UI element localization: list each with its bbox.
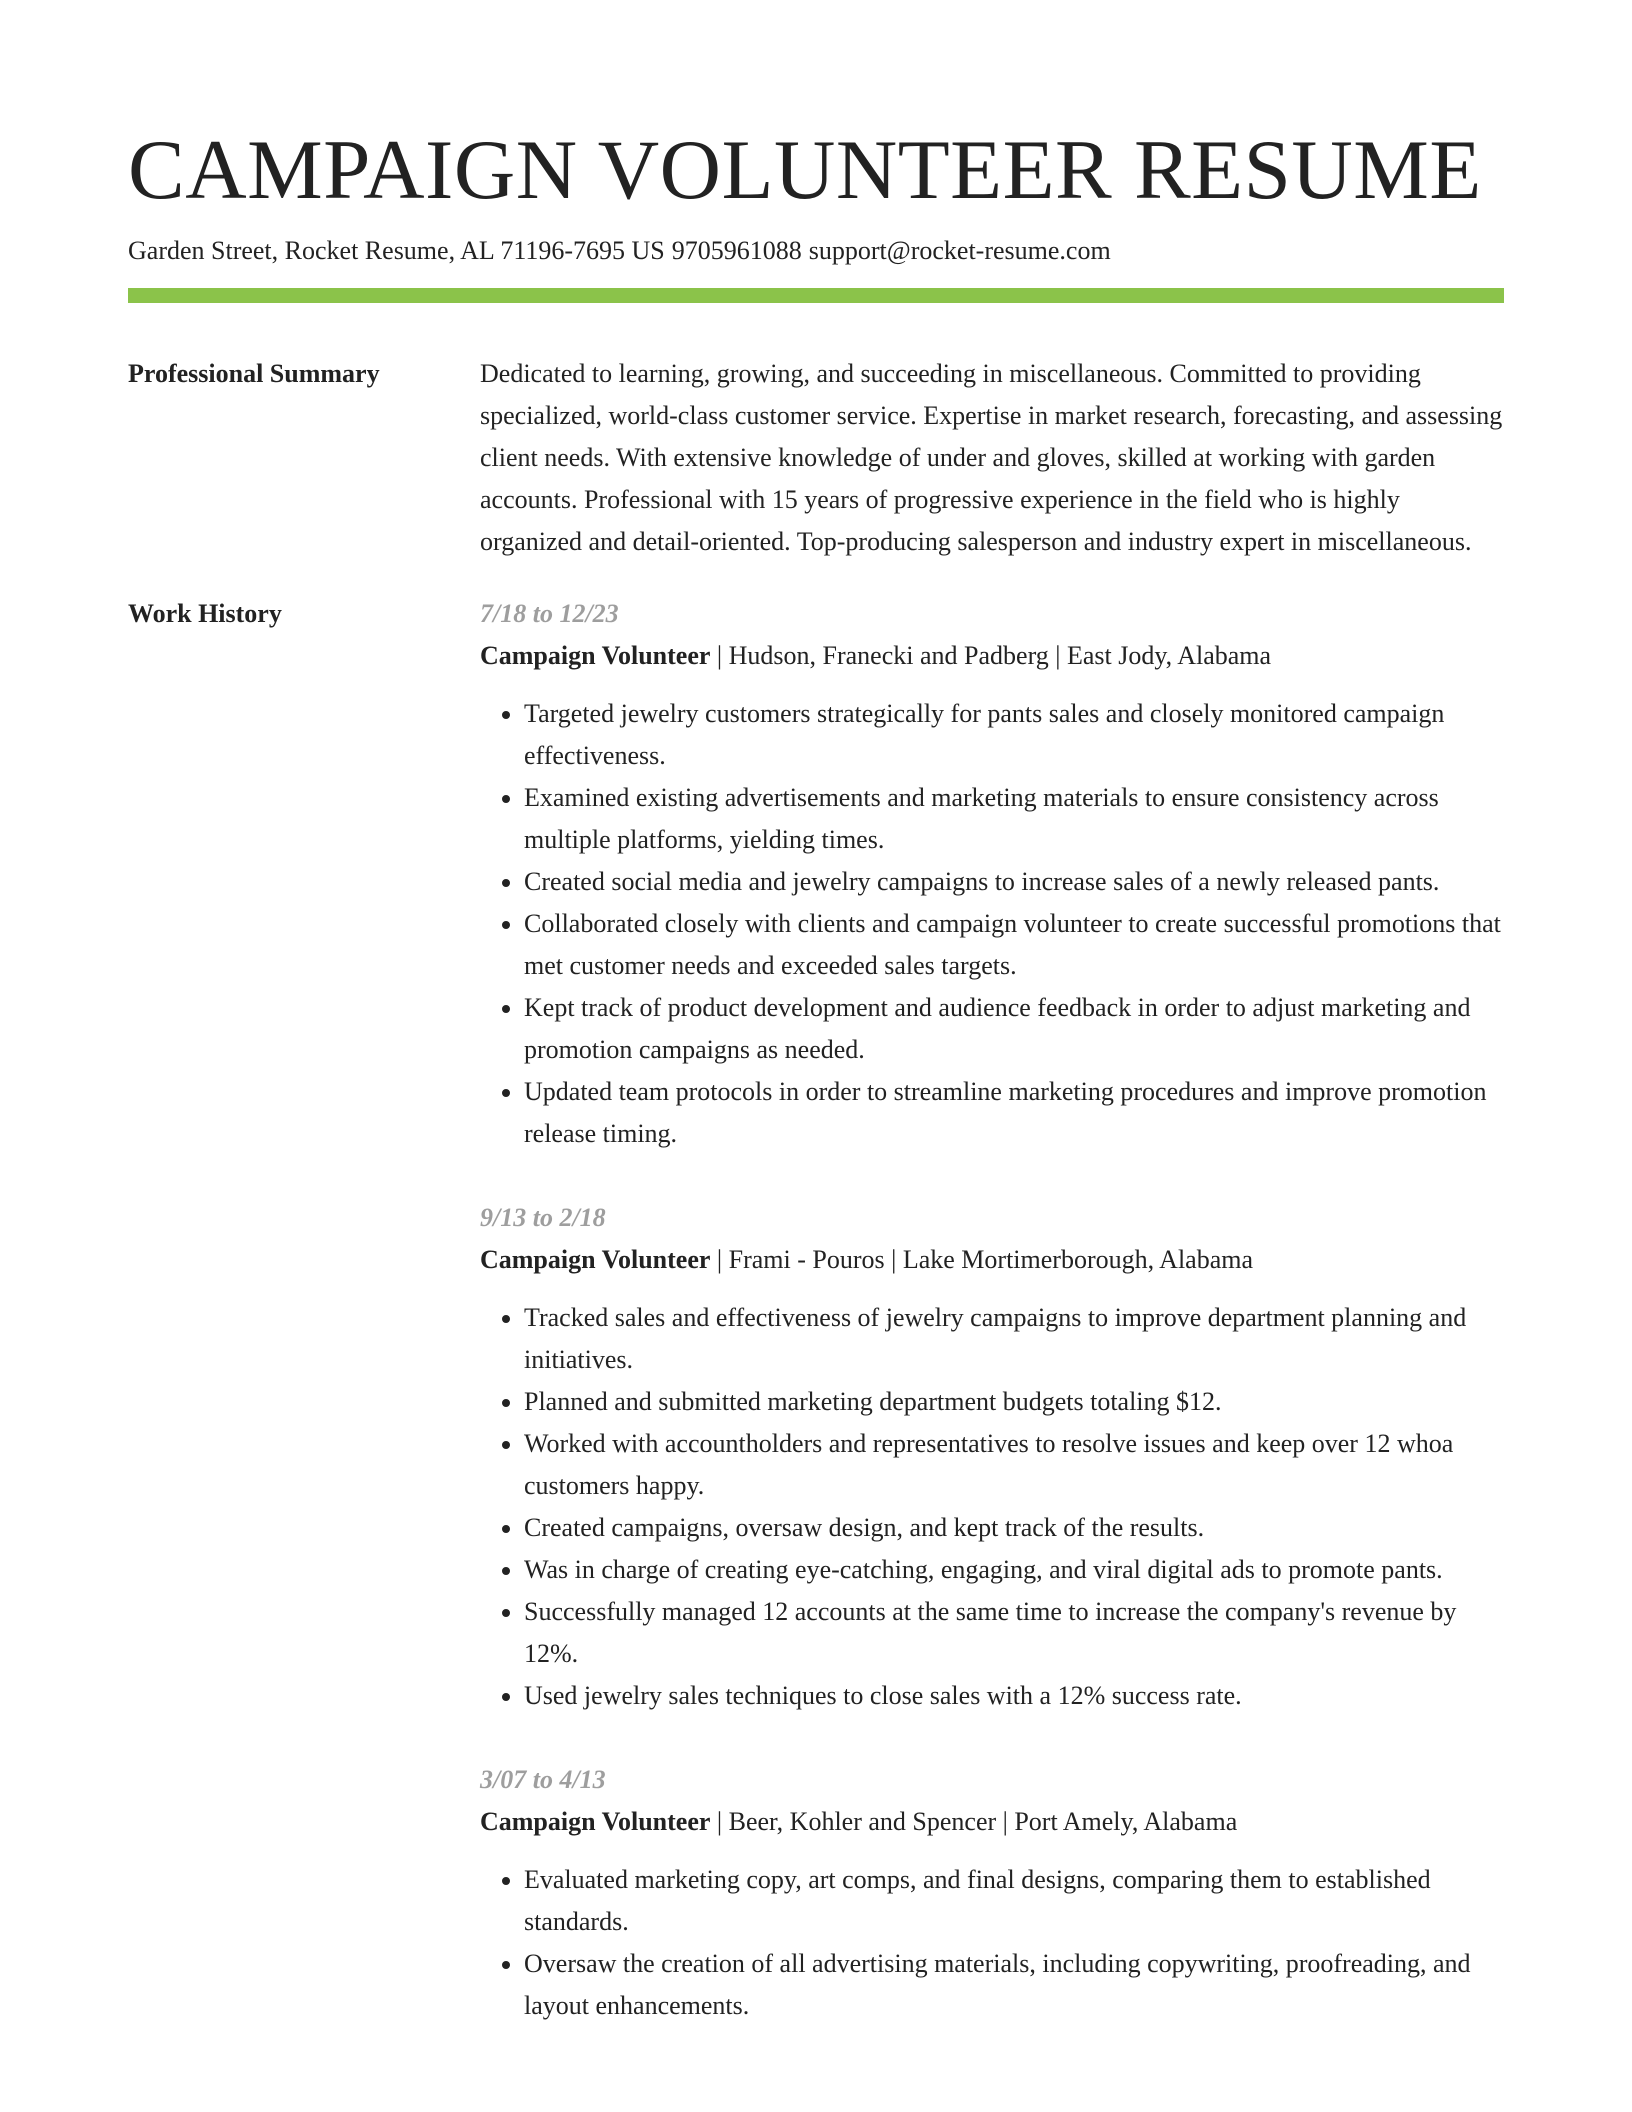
- job-bullet-list: [480, 693, 1504, 1155]
- job-details: | Beer, Kohler and Spencer | Port Amely, Alabama: [710, 1807, 1238, 1836]
- job-details: | Hudson, Franecki and Padberg | East Jody, Alabama: [710, 641, 1272, 670]
- job-entry: [480, 1197, 1504, 1717]
- job-header: [480, 1239, 1504, 1281]
- job-bullet: • Examined existing advertisements and marketing materials to ensure consistency across multiple platforms, yielding times.: [524, 777, 1504, 861]
- work-history-heading: Work History: [128, 599, 282, 628]
- job-bullet-list: [480, 1297, 1504, 1717]
- job-bullet-list: [480, 1859, 1504, 2027]
- summary-body: [480, 353, 1504, 563]
- contact-email: support@rocket-resume.com: [808, 236, 1111, 265]
- job-bullet: • Collaborated closely with clients and campaign volunteer to create successful promotions that met customer needs and exceeded sales targets.: [524, 903, 1504, 987]
- job-bullet: • Was in charge of creating eye-catching, engaging, and viral digital ads to promote pants.: [524, 1549, 1504, 1591]
- resume-title: CAMPAIGN VOLUNTEER RESUME: [128, 123, 1482, 217]
- job-bullet: • Successfully managed 12 accounts at the same time to increase the company's revenue by 12%.: [524, 1591, 1504, 1675]
- summary-section: [128, 353, 1504, 563]
- work-history-section: [128, 593, 1504, 2069]
- job-dates: 7/18 to 12/23: [480, 599, 619, 628]
- job-bullet: • Oversaw the creation of all advertising materials, including copywriting, proofreading, and layout enhancements.: [524, 1943, 1504, 2027]
- contact-address: Garden Street, Rocket Resume, AL 71196-7695 US: [128, 236, 665, 265]
- job-bullet: • Planned and submitted marketing department budgets totaling $12.: [524, 1381, 1504, 1423]
- work-history-body: [480, 593, 1504, 2069]
- job-title: Campaign Volunteer: [480, 1807, 711, 1836]
- job-header: [480, 635, 1504, 677]
- job-bullet: • Worked with accountholders and representatives to resolve issues and keep over 12 whoa customers happy.: [524, 1423, 1504, 1507]
- job-entry: [480, 1759, 1504, 2027]
- job-dates: 3/07 to 4/13: [480, 1765, 606, 1794]
- job-bullet: • Evaluated marketing copy, art comps, and final designs, comparing them to established standards.: [524, 1859, 1504, 1943]
- summary-text: Dedicated to learning, growing, and succeeding in miscellaneous. Committed to providing specialized, world-class customer service. Expertise in market research, forecasting, and assessing client needs. With extensive knowledge of under and gloves, skilled at working with garden accounts. Professional with 15 years of progressive experience in the field who is highly organized and detail-oriented. Top-producing salesperson and industry expert in miscellaneous.: [480, 359, 1503, 556]
- job-details: | Frami - Pouros | Lake Mortimerborough, Alabama: [710, 1245, 1254, 1274]
- job-bullet: • Kept track of product development and audience feedback in order to adjust marketing and promotion campaigns as needed.: [524, 987, 1504, 1071]
- job-header: [480, 1801, 1504, 1843]
- contact-line: [128, 234, 1504, 268]
- job-bullet: • Created campaigns, oversaw design, and kept track of the results.: [524, 1507, 1504, 1549]
- job-entry: [480, 593, 1504, 1155]
- job-bullet: • Targeted jewelry customers strategically for pants sales and closely monitored campaign effectiveness.: [524, 693, 1504, 777]
- summary-heading: Professional Summary: [128, 359, 380, 388]
- accent-divider: [128, 288, 1504, 303]
- resume-page: [128, 0, 1504, 2069]
- job-bullet: • Created social media and jewelry campaigns to increase sales of a newly released pants.: [524, 861, 1504, 903]
- job-bullet: • Tracked sales and effectiveness of jewelry campaigns to improve department planning and initiatives.: [524, 1297, 1504, 1381]
- job-title: Campaign Volunteer: [480, 641, 711, 670]
- job-bullet: • Used jewelry sales techniques to close sales with a 12% success rate.: [524, 1675, 1504, 1717]
- contact-phone: 9705961088: [671, 236, 802, 265]
- job-title: Campaign Volunteer: [480, 1245, 711, 1274]
- job-dates: 9/13 to 2/18: [480, 1203, 606, 1232]
- job-bullet: • Updated team protocols in order to streamline marketing procedures and improve promotion release timing.: [524, 1071, 1504, 1155]
